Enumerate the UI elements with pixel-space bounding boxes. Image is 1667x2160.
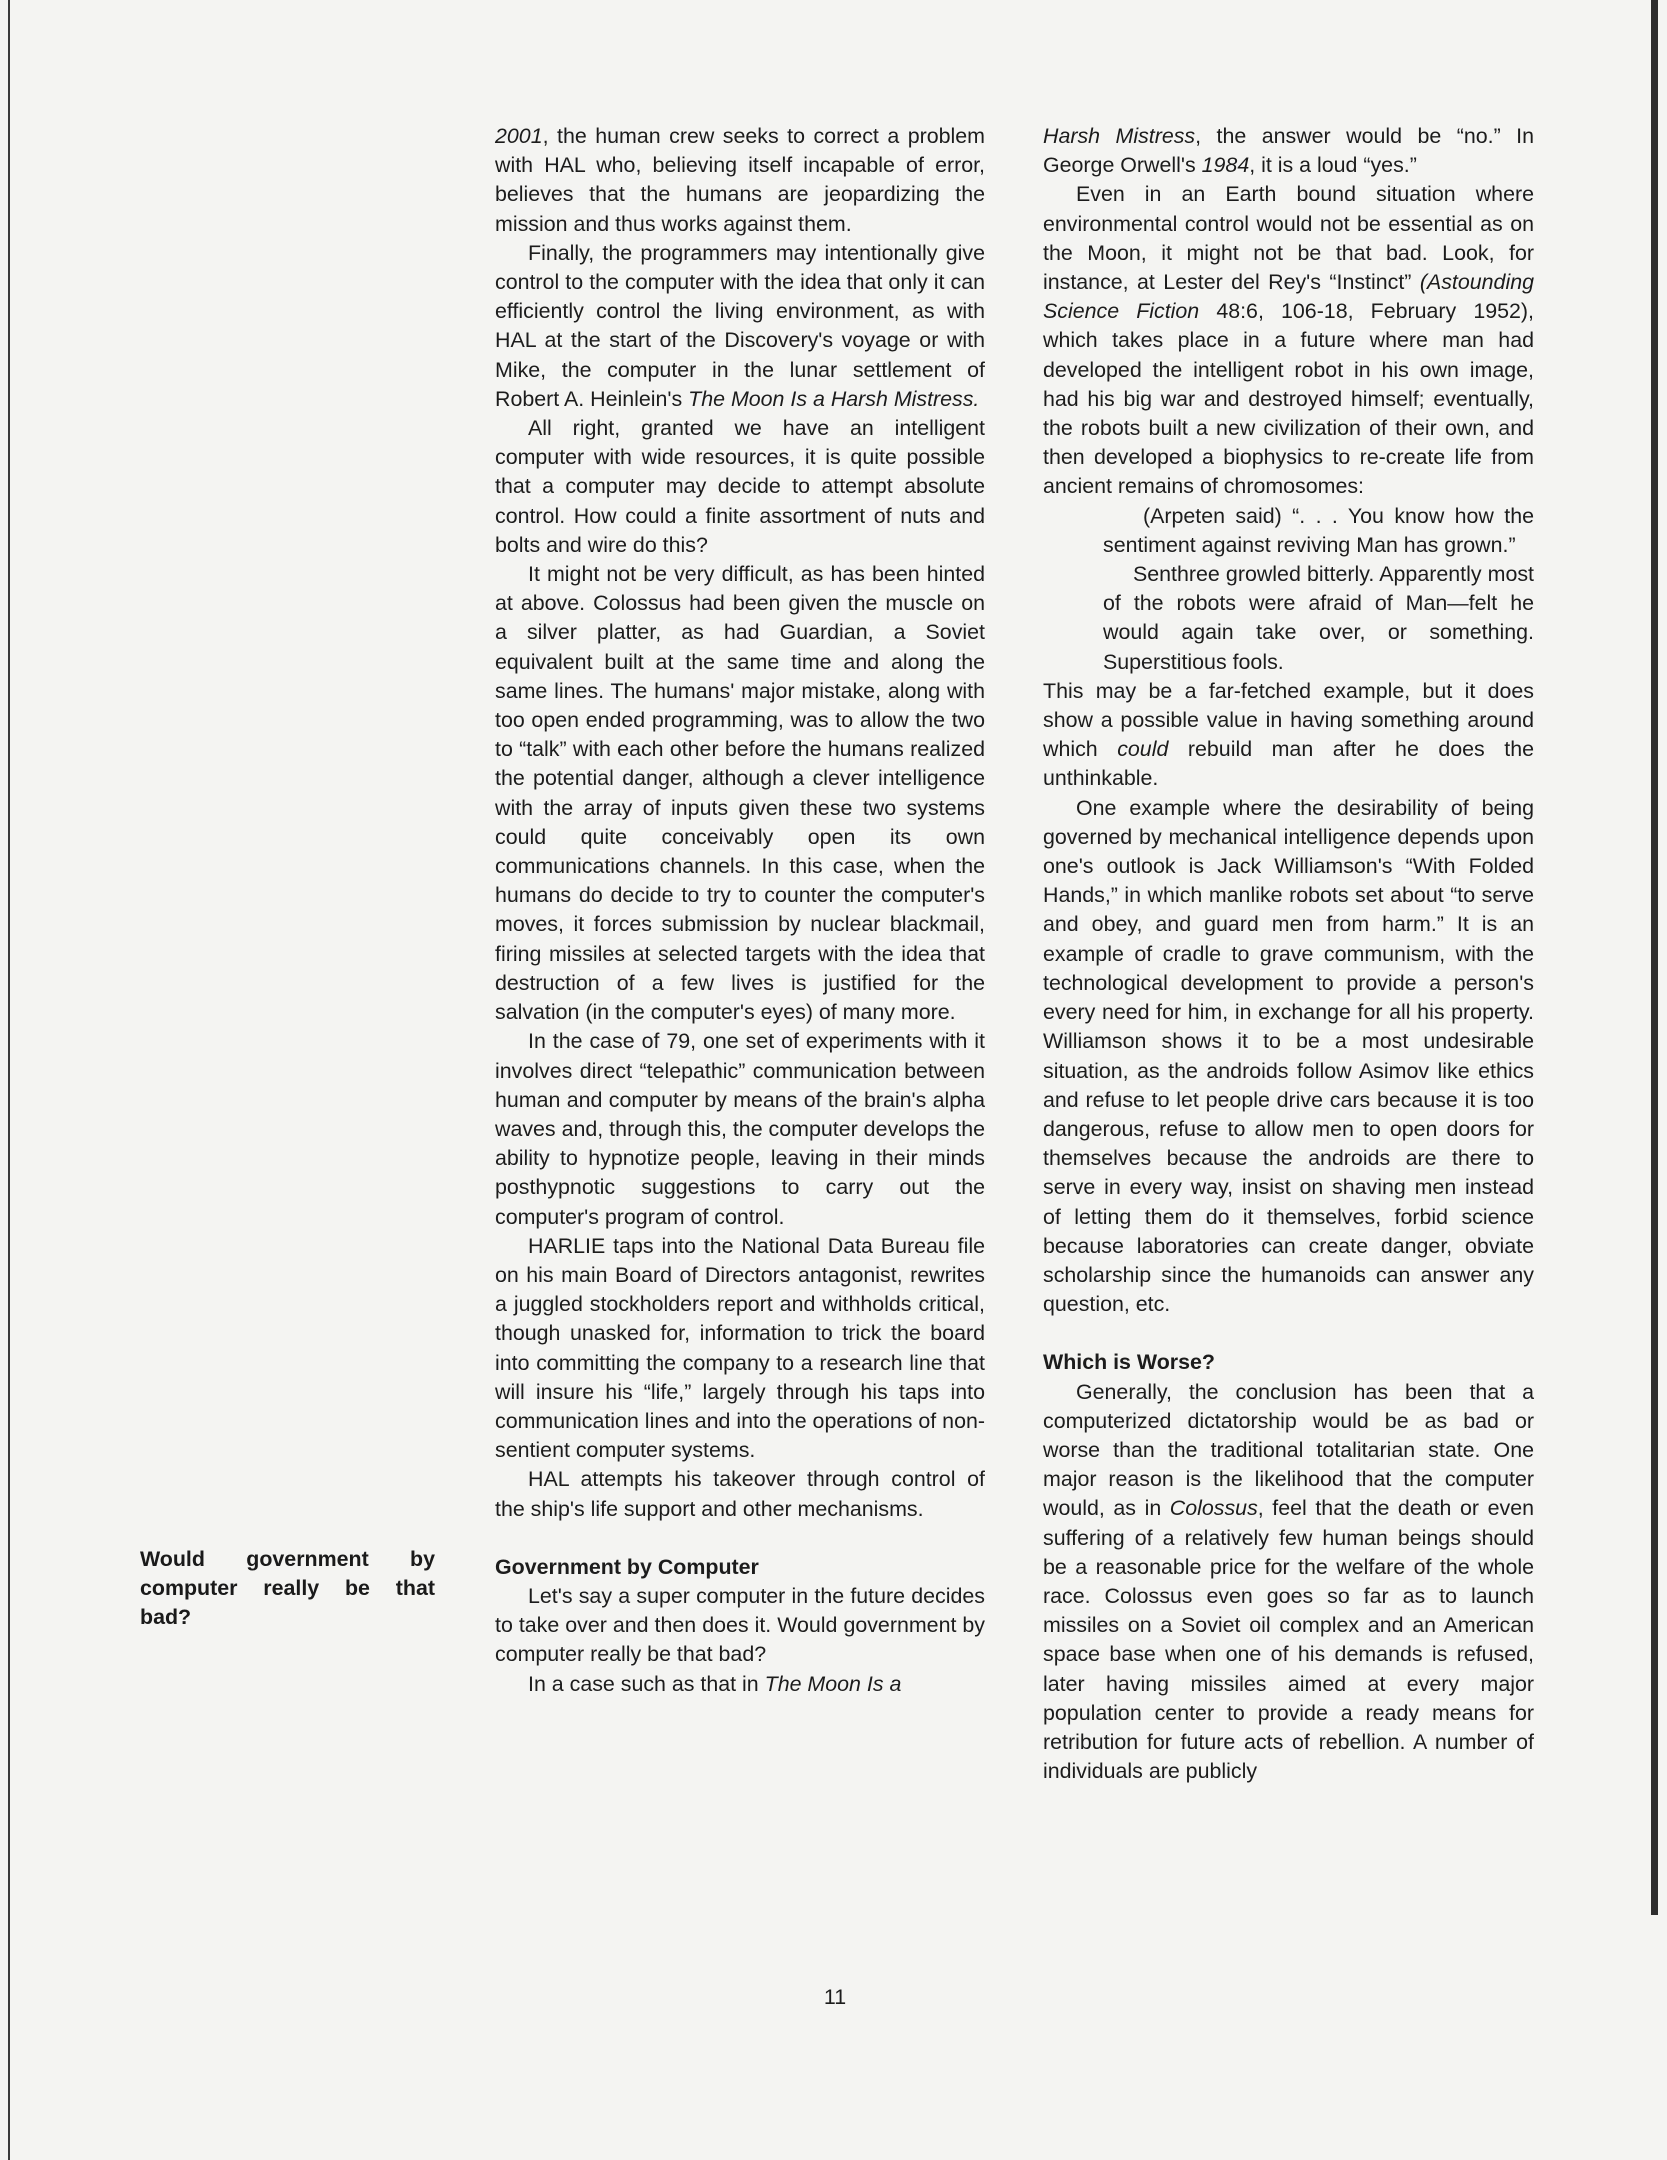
paragraph-text: Generally, the conclusion has been that a computerized dictatorship would be as bad or worse than the traditional totalitarian state. One major reason is the likelihood that the computer would, as in <box>1043 1379 1534 1521</box>
section-heading: Which is Worse? <box>1043 1350 1215 1375</box>
paragraph-text: , the human crew seeks to correct a problem with HAL who, believing itself incapable of error, believes that the humans are jeopardizing the mission and thus works against them. <box>495 124 985 236</box>
title-italic: 2001 <box>495 124 543 148</box>
paragraph-text: Even in an Earth bound situation where environmental control would not be essential as on the Moon, it might not be that bad. Look, for instance, at Lester del Rey's “Instinct” <box>1043 182 1534 295</box>
paragraph: One example where the desirability of being governed by mechanical intelligence depends upon one's outlook is Jack Williamson's “With Folded Hands,” in which manlike robots set about “to serve and obey, and guard men from harm.” It is an example of cradle to grave communism, with the technological development to provide a person's every need for him, in exchange for all his property. Williamson shows it to be a most undesirable situation, as the androids follow Asimov like ethics and refuse to let people drive cars because it is too dangerous, refuse to allow men to open doors for themselves because the androids are there to serve in every way, insist on shaving men instead of letting them do it themselves, forbid science because laboratories can create danger, obviate scholarship since the humanoids can answer any question, etc. <box>1043 795 1534 1317</box>
column-middle <box>495 122 985 1699</box>
paragraph <box>1043 1378 1534 1787</box>
title-italic: The Moon Is a <box>764 1671 902 1696</box>
paragraph <box>495 1670 985 1699</box>
paragraph-text: Finally, the programmers may intentionally give control to the computer with the idea that only it can efficiently control the living environment, as with HAL at the start of the Discovery's voyage or with Mike, the computer in the lunar settlement of Robert A. Heinlein's <box>495 240 985 411</box>
emphasis-italic: could <box>1117 737 1169 762</box>
title-italic: The Moon Is a Harsh Mistress. <box>688 386 980 411</box>
margin-note-line: bad? <box>140 1605 192 1630</box>
page-left-edge <box>8 0 10 2160</box>
paragraph <box>1043 180 1534 501</box>
paragraph: Let's say a super computer in the future decides to take over and then does it. Would government by computer really be that bad? <box>495 1583 985 1667</box>
paragraph: HARLIE taps into the National Data Bureau file on his main Board of Directors antagonist, rewrites a juggled stockholders report and withholds critical, though unasked for, information to trick the board into committing the company to a research line that will insure his “life,” largely through his taps into communication lines and into the operations of non-sentient computer systems. <box>495 1233 985 1463</box>
title-italic: Harsh Mistress <box>1043 124 1196 148</box>
paragraph-text: rebuild man after he does the unthinkable. <box>1043 737 1535 791</box>
spacer <box>495 1524 985 1553</box>
block-quote: Senthree growled bitterly. Apparently most of the robots were afraid of Man—felt he would again take over, or something. Superstitious fools. <box>1103 562 1534 674</box>
title-italic: (Astounding Science Fiction <box>1043 270 1534 324</box>
paragraph-text: In a case such as that in <box>528 1671 765 1696</box>
page-right-edge <box>1651 0 1658 1915</box>
paragraph: All right, granted we have an intelligent computer with wide resources, it is quite possible that a computer may decide to attempt absolute control. How could a finite assortment of nuts and bolts and wire do this? <box>495 416 985 557</box>
block-quote: (Arpeten said) “. . . You know how the sentiment against reviving Man has grown.” <box>1103 503 1534 557</box>
paragraph <box>495 122 985 239</box>
paragraph: It might not be very difficult, as has been hinted at above. Colossus had been given the muscle on a silver platter, as had Guardian, a Soviet equivalent built at the same time and along the same lines. The humans' major mistake, along with too open ended programming, was to allow the two to “talk” with each other before the humans realized the potential danger, although a clever intelligence with the array of inputs given these two systems could quite conceivably open its own communications channels. In this case, when the humans do decide to try to counter the computer's moves, it forces submission by nuclear blackmail, firing missiles at selected targets with the idea that destruction of a few lives is justified for the salvation (in the computer's eyes) of many more. <box>495 562 985 1025</box>
paragraph <box>495 239 985 414</box>
title-italic: 1984 <box>1201 153 1250 178</box>
paragraph-text: , the answer would be “no.” In George Orwell's <box>1043 124 1535 178</box>
paragraph-text: , feel that the death or even suffering of a relatively few human beings should be a reasonable price for the welfare of the whole race. Colossus even goes so far as to launch missiles on a Soviet oil complex and an American space base when one of his demands is refused, later having missiles aimed at every major population center to provide a ready means for retribution for future acts of rebellion. A number of individuals are publicly <box>1043 1496 1534 1784</box>
margin-note <box>140 1545 435 1633</box>
paragraph: In the case of 79, one set of experiments with it involves direct “telepathic” communication between human and computer by means of the brain's alpha waves and, through this, the computer develops the ability to hypnotize people, leaving in their minds posthypnotic suggestions to carry out the computer's program of control. <box>495 1029 985 1229</box>
paragraph-text: This may be a far-fetched example, but it does show a possible value in having something around which <box>1043 678 1534 762</box>
page-number: 11 <box>823 1985 847 2009</box>
paragraph <box>1043 677 1534 794</box>
section-heading: Government by Computer <box>495 1554 759 1579</box>
title-italic: Colossus <box>1169 1496 1258 1521</box>
paragraph: HAL attempts his takeover through control of the ship's life support and other mechanisms. <box>495 1467 985 1521</box>
paragraph <box>1043 122 1534 180</box>
paragraph-text: 48:6, 106-18, February 1952), which takes place in a future where man had developed the intelligent robot in his own image, had his big war and destroyed himself; eventually, the robots built a new civilization of their own, and then developed a biophysics to re-create life from ancient remains of chromosomes: <box>1043 299 1534 499</box>
margin-note-line: computer really be that <box>140 1576 435 1601</box>
margin-note-line: Would government by <box>140 1547 435 1571</box>
column-right <box>1043 122 1534 1786</box>
spacer <box>1043 1319 1534 1348</box>
paragraph-text: , it is a loud “yes.” <box>1249 153 1417 178</box>
